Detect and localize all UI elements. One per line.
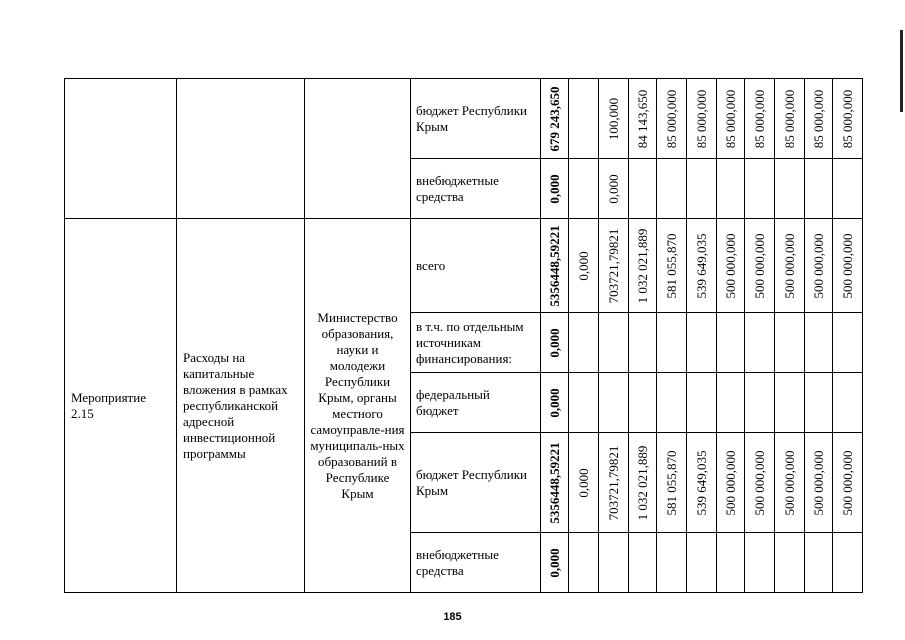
total-cell	[541, 159, 569, 219]
year-value-cell	[599, 79, 629, 159]
year-value-cell	[717, 159, 745, 219]
year-value-cell	[569, 313, 599, 373]
year-value-cell	[599, 373, 629, 433]
year-value-cell	[833, 433, 863, 533]
funding-source: федеральный бюджет	[411, 373, 541, 433]
total-value: 0,000	[546, 173, 562, 204]
year-value: 703721,79821	[605, 445, 621, 520]
year-value: 500 000,000	[839, 450, 855, 515]
funding-source: всего	[411, 219, 541, 313]
total-cell	[541, 79, 569, 159]
year-value: 1 032 021,889	[634, 445, 650, 520]
year-value: 1 032 021,889	[634, 228, 650, 303]
year-value-cell	[629, 219, 657, 313]
year-value: 500 000,000	[781, 233, 797, 298]
funding-source: в т.ч. по отдельным источникам финансирования:	[411, 313, 541, 373]
total-value: 0,000	[546, 387, 562, 418]
year-value: 703721,79821	[605, 228, 621, 303]
table-row	[65, 79, 863, 159]
year-value-cell	[599, 313, 629, 373]
year-value: 500 000,000	[781, 450, 797, 515]
description-cell-empty	[177, 79, 305, 219]
year-value-cell	[745, 159, 775, 219]
year-value-cell	[805, 533, 833, 593]
funding-source: внебюджетные средства	[411, 159, 541, 219]
year-value-cell	[657, 533, 687, 593]
year-value: 0,000	[575, 250, 591, 281]
year-value-cell	[569, 373, 599, 433]
year-value-cell	[805, 219, 833, 313]
year-value-cell	[805, 373, 833, 433]
year-value: 500 000,000	[810, 450, 826, 515]
total-value: 679 243,650	[546, 86, 562, 151]
year-value: 85 000,000	[663, 89, 679, 148]
year-value-cell	[657, 373, 687, 433]
year-value-cell	[833, 533, 863, 593]
year-value-cell	[833, 219, 863, 313]
year-value: 85 000,000	[781, 89, 797, 148]
year-value-cell	[775, 79, 805, 159]
year-value-cell	[833, 313, 863, 373]
year-value: 500 000,000	[751, 450, 767, 515]
year-value-cell	[657, 433, 687, 533]
year-value-cell	[687, 219, 717, 313]
year-value-cell	[629, 433, 657, 533]
year-value: 581 055,870	[663, 450, 679, 515]
year-value-cell	[569, 79, 599, 159]
budget-table	[64, 78, 863, 593]
year-value: 85 000,000	[693, 89, 709, 148]
year-value-cell	[805, 159, 833, 219]
year-value-cell	[775, 313, 805, 373]
year-value: 0,000	[605, 173, 621, 204]
year-value: 500 000,000	[751, 233, 767, 298]
year-value-cell	[775, 433, 805, 533]
year-value-cell	[687, 79, 717, 159]
year-value: 500 000,000	[810, 233, 826, 298]
year-value-cell	[745, 433, 775, 533]
year-value-cell	[717, 313, 745, 373]
year-value-cell	[629, 159, 657, 219]
year-value: 500 000,000	[722, 233, 738, 298]
year-value-cell	[599, 159, 629, 219]
year-value-cell	[805, 313, 833, 373]
year-value-cell	[599, 219, 629, 313]
year-value-cell	[717, 373, 745, 433]
year-value-cell	[657, 313, 687, 373]
year-value: 85 000,000	[751, 89, 767, 148]
year-value-cell	[629, 373, 657, 433]
measure-executor: Министерство образования, науки и молодежи Республики Крым, органы местного самоуправле-ния муниципаль-ных образований в Республике Крым	[305, 219, 411, 593]
measure-description: Расходы на капитальные вложения в рамках республиканской адресной инвестиционной программы	[177, 219, 305, 593]
total-cell	[541, 373, 569, 433]
year-value-cell	[569, 159, 599, 219]
year-value-cell	[657, 79, 687, 159]
year-value: 85 000,000	[722, 89, 738, 148]
margin-mark	[900, 30, 903, 112]
year-value-cell	[775, 373, 805, 433]
total-value: 5356448,59221	[546, 441, 562, 524]
year-value-cell	[599, 533, 629, 593]
total-cell	[541, 313, 569, 373]
year-value-cell	[775, 159, 805, 219]
year-value-cell	[745, 533, 775, 593]
year-value: 500 000,000	[722, 450, 738, 515]
total-value: 0,000	[546, 327, 562, 358]
year-value-cell	[687, 533, 717, 593]
year-value-cell	[833, 159, 863, 219]
year-value-cell	[687, 159, 717, 219]
year-value-cell	[833, 373, 863, 433]
year-value-cell	[599, 433, 629, 533]
year-value-cell	[629, 313, 657, 373]
year-value-cell	[745, 219, 775, 313]
funding-source: бюджет Республики Крым	[411, 79, 541, 159]
page-number: 185	[443, 611, 462, 623]
funding-source: внебюджетные средства	[411, 533, 541, 593]
year-value: 500 000,000	[839, 233, 855, 298]
year-value: 85 000,000	[810, 89, 826, 148]
year-value-cell	[775, 533, 805, 593]
total-value: 0,000	[546, 547, 562, 578]
funding-source: бюджет Республики Крым	[411, 433, 541, 533]
year-value-cell	[805, 433, 833, 533]
year-value-cell	[569, 533, 599, 593]
year-value-cell	[717, 433, 745, 533]
year-value: 100,000	[605, 97, 621, 140]
year-value-cell	[745, 313, 775, 373]
year-value: 0,000	[575, 467, 591, 498]
total-cell	[541, 219, 569, 313]
year-value: 85 000,000	[839, 89, 855, 148]
executor-cell-empty	[305, 79, 411, 219]
year-value: 539 649,035	[693, 233, 709, 298]
table-row	[65, 219, 863, 313]
year-value-cell	[805, 79, 833, 159]
year-value-cell	[569, 433, 599, 533]
year-value-cell	[833, 79, 863, 159]
year-value-cell	[775, 219, 805, 313]
year-value-cell	[717, 79, 745, 159]
year-value-cell	[629, 533, 657, 593]
year-value-cell	[657, 159, 687, 219]
total-cell	[541, 433, 569, 533]
event-cell-empty	[65, 79, 177, 219]
year-value-cell	[687, 373, 717, 433]
total-cell	[541, 533, 569, 593]
year-value-cell	[745, 373, 775, 433]
year-value-cell	[745, 79, 775, 159]
year-value-cell	[657, 219, 687, 313]
year-value-cell	[569, 219, 599, 313]
measure-name: Мероприятие 2.15	[65, 219, 177, 593]
year-value-cell	[687, 433, 717, 533]
year-value-cell	[687, 313, 717, 373]
year-value-cell	[717, 219, 745, 313]
year-value-cell	[717, 533, 745, 593]
year-value: 539 649,035	[693, 450, 709, 515]
year-value: 581 055,870	[663, 233, 679, 298]
year-value: 84 143,650	[634, 89, 650, 148]
total-value: 5356448,59221	[546, 224, 562, 307]
year-value-cell	[629, 79, 657, 159]
